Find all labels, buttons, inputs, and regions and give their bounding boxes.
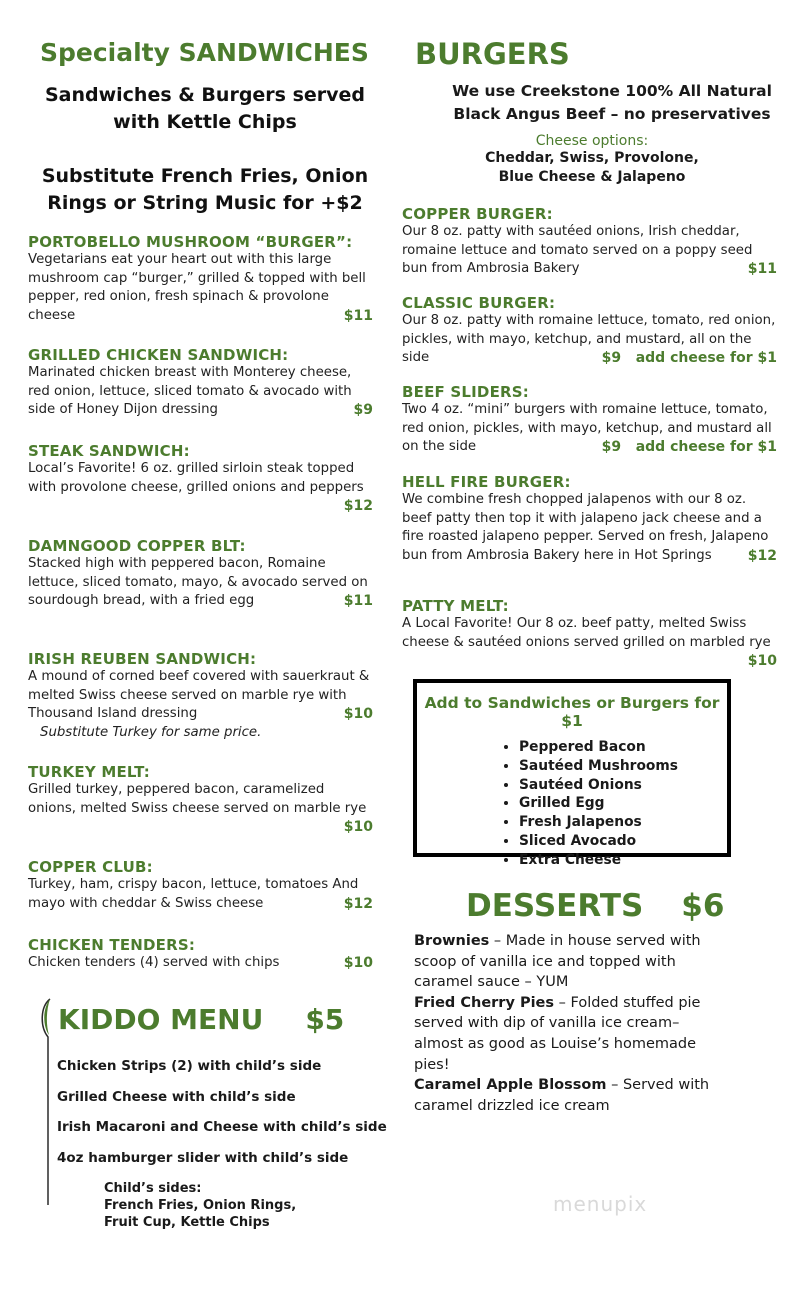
dessert-item: Caramel Apple Blossom – Served with caramel drizzled ice cream: [414, 1077, 710, 1114]
item-price: $9 add cheese for $1: [601, 350, 777, 367]
item-name: HELL FIRE BURGER:: [402, 473, 571, 491]
list-item: • Fresh Jalapenos: [519, 813, 727, 832]
sandwich-item: [28, 346, 373, 420]
cheese-options-list: Cheddar, Swiss, Provolone, Blue Cheese & Jalapeno: [485, 150, 699, 185]
desserts-title: DESSERTS $6: [466, 888, 725, 924]
substitute-note: Substitute French Fries, Onion Rings or String Music for +$2: [41, 165, 369, 214]
item-desc: Our 8 oz. patty with romaine lettuce, tomato, red onion, pickles, with mayo, ketchup, and mustard, all on the side $9 add cheese for $1: [402, 313, 777, 367]
item-price: $12: [343, 895, 373, 912]
list-item: • Extra Cheese: [519, 851, 727, 870]
cheese-options-title: Cheese options:: [535, 133, 649, 149]
served-with-note: Sandwiches & Burgers served with Kettle Chips: [44, 84, 366, 133]
item-name: IRISH REUBEN SANDWICH:: [28, 650, 257, 668]
burger-item: [402, 597, 777, 671]
item-price: $10: [343, 819, 373, 836]
dessert-item: Fried Cherry Pies – Folded stuffed pie served with dip of vanilla ice cream– almost as good as Louise’s homemade pies!: [414, 994, 701, 1073]
item-name: COPPER CLUB:: [28, 858, 153, 876]
item-desc: Marinated chicken breast with Monterey cheese, red onion, lettuce, sliced tomato & avocado with side of Honey Dijon dressing $9: [28, 365, 373, 419]
item-price: $10: [343, 955, 373, 971]
item-note: Substitute Turkey for same price.: [40, 724, 262, 740]
beef-note: We use Creekstone 100% All Natural Black Angus Beef – no preservatives: [452, 82, 772, 123]
item-desc: Vegetarians eat your heart out with this large mushroom cap “burger,” grilled & topped with bell pepper, red onion, fresh spinach & provolone cheese $11: [28, 252, 373, 324]
item-desc: A mound of corned beef covered with sauerkraut & melted Swiss cheese served on marble rye with Thousand Island dressing $10: [28, 669, 373, 723]
list-item: • Sautéed Onions: [519, 776, 727, 795]
item-desc: Stacked high with peppered bacon, Romaine lettuce, sliced tomato, mayo, & avocado served on sourdough bread, with a fried egg $11: [28, 556, 373, 610]
child-sides-line: French Fries, Onion Rings,: [104, 1198, 297, 1213]
list-item: Irish Macaroni and Cheese with child’s side: [57, 1119, 387, 1135]
sandwich-item: [28, 763, 373, 837]
sandwiches-title: Specialty SANDWICHES: [40, 38, 369, 67]
addons-title: Add to Sandwiches or Burgers for $1: [424, 694, 720, 730]
addons-list: [417, 738, 727, 870]
burger-item: [402, 205, 777, 279]
sandwich-item: [28, 650, 373, 742]
desserts-price: $6: [681, 888, 725, 924]
watermark: menupix: [553, 1192, 648, 1216]
sandwich-item: [28, 442, 373, 516]
item-price: $12: [747, 547, 777, 564]
burger-item: [402, 473, 777, 565]
decorative-leaf-icon: [38, 997, 58, 1207]
list-item: Chicken Strips (2) with child’s side: [57, 1058, 322, 1074]
burger-item: [402, 383, 777, 457]
sandwich-item: [28, 233, 373, 325]
item-name: PORTOBELLO MUSHROOM “BURGER”:: [28, 233, 353, 251]
burger-item: [402, 294, 777, 368]
dessert-item: Brownies – Made in house served with scoop of vanilla ice and topped with caramel sauce – YUM: [414, 933, 701, 991]
item-desc: Local’s Favorite! 6 oz. grilled sirloin steak topped with provolone cheese, grilled onions and peppers $12: [28, 461, 373, 515]
item-name: DAMNGOOD COPPER BLT:: [28, 537, 246, 555]
list-item: 4oz hamburger slider with child’s side: [57, 1149, 349, 1166]
cheese-options: [442, 133, 742, 187]
sandwich-item: [28, 537, 373, 611]
item-price: $9 add cheese for $1: [601, 439, 777, 456]
sandwich-item: [28, 936, 373, 973]
item-name: GRILLED CHICKEN SANDWICH:: [28, 346, 289, 364]
item-price: $9: [353, 402, 373, 419]
addons-box: [413, 679, 731, 868]
kiddo-menu-title: KIDDO MENU $5: [58, 1003, 345, 1036]
item-desc: Our 8 oz. patty with sautéed onions, Irish cheddar, romaine lettuce and tomato served on a poppy seed bun from Ambrosia Bakery $11: [402, 224, 777, 278]
item-price: $10: [747, 653, 777, 670]
desserts-list: [414, 931, 724, 1116]
item-desc: A Local Favorite! Our 8 oz. beef patty, melted Swiss cheese & sautéed onions served grilled on marbled rye $10: [402, 616, 777, 670]
list-item: • Sliced Avocado: [519, 832, 727, 851]
item-name: BEEF SLIDERS:: [402, 383, 529, 401]
item-price: $10: [343, 706, 373, 723]
item-name: STEAK SANDWICH:: [28, 442, 190, 460]
item-desc: Grilled turkey, peppered bacon, caramelized onions, melted Swiss cheese served on marble rye $10: [28, 782, 373, 836]
item-price: $11: [343, 307, 373, 324]
item-name: TURKEY MELT:: [28, 763, 150, 781]
item-price: $11: [747, 261, 777, 278]
list-item: • Grilled Egg: [519, 794, 727, 813]
list-item: Grilled Cheese with child’s side: [57, 1088, 296, 1105]
item-desc: We combine fresh chopped jalapenos with our 8 oz. beef patty then top it with jalapeno jack cheese and a fire roasted jalapeno pepper. Served on fresh, Jalapeno bun from Ambrosia Bakery here in Hot Springs $12: [402, 492, 777, 564]
sandwich-item: [28, 858, 373, 913]
burgers-title: BURGERS: [415, 37, 570, 71]
child-sides: [104, 1180, 296, 1231]
child-sides-title: Child’s sides:: [104, 1181, 202, 1196]
kiddo-items-list: [57, 1058, 387, 1180]
item-price: $12: [343, 498, 373, 515]
item-desc: Chicken tenders (4) served with chips $10: [28, 955, 373, 971]
item-desc: Turkey, ham, crispy bacon, lettuce, tomatoes And mayo with cheddar & Swiss cheese $12: [28, 877, 373, 912]
list-item: • Peppered Bacon: [519, 738, 727, 757]
item-desc: Two 4 oz. “mini” burgers with romaine lettuce, tomato, red onion, pickles, with mayo, ketchup, and mustard all on the side $9 add cheese for $1: [402, 402, 777, 456]
child-sides-line: Fruit Cup, Kettle Chips: [104, 1215, 270, 1230]
item-name: CHICKEN TENDERS:: [28, 936, 196, 954]
item-name: CLASSIC BURGER:: [402, 294, 556, 312]
kiddo-price: $5: [305, 1003, 345, 1036]
item-name: PATTY MELT:: [402, 597, 509, 615]
item-price: $11: [343, 593, 373, 610]
list-item: • Sautéed Mushrooms: [519, 757, 727, 776]
item-name: COPPER BURGER:: [402, 205, 553, 223]
